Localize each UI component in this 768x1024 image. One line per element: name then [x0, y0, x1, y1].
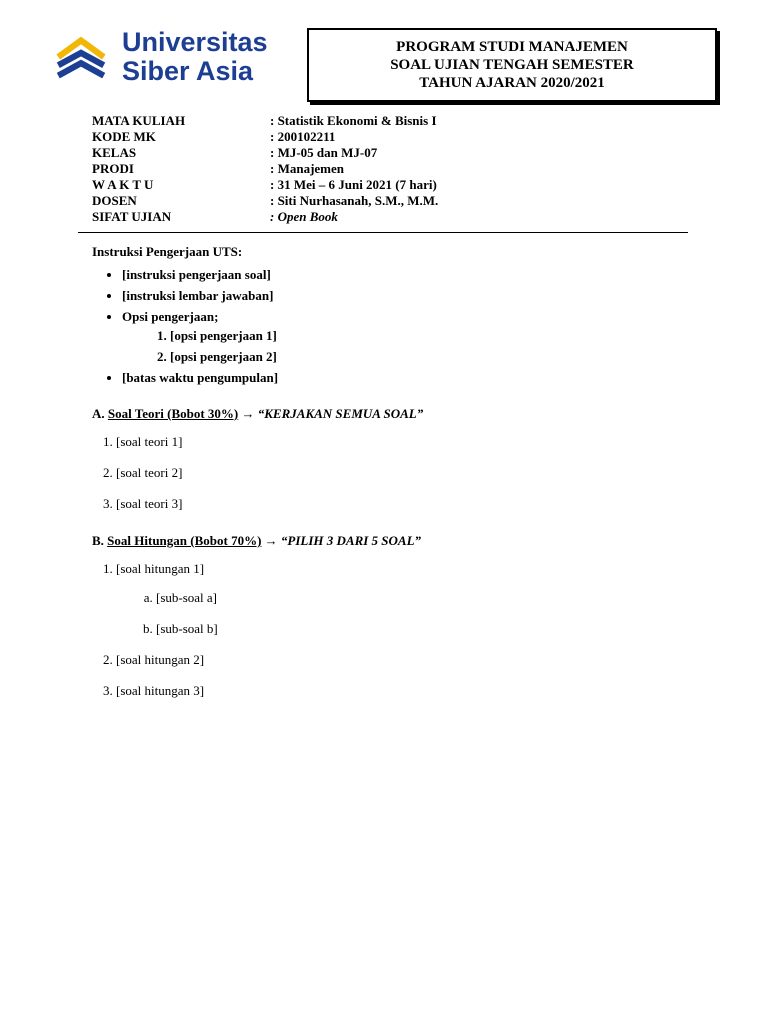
question-text: [soal hitungan 1] — [116, 561, 205, 576]
section-note: → “PILIH 3 DARI 5 SOAL” — [264, 533, 422, 548]
option-item: 2. [opsi pengerjaan 2] — [170, 348, 692, 365]
info-value: : Siti Nurhasanah, S.M., M.M. — [270, 193, 439, 208]
sub-question: a. [sub-soal a] — [156, 588, 692, 607]
exam-content — [92, 244, 692, 712]
info-key: MATA KULIAH — [92, 113, 186, 128]
logo-emblem-icon — [50, 26, 112, 88]
header-line-1: PROGRAM STUDI MANAJEMEN — [396, 39, 628, 55]
instruction-item: • [instruksi lembar jawaban] — [122, 287, 692, 304]
instruction-item — [122, 308, 692, 365]
info-key: PRODI — [92, 161, 134, 176]
question-item: 3. [soal teori 3] — [116, 494, 692, 513]
sub-question: b. [sub-soal b] — [156, 619, 692, 638]
section-label: A. — [92, 406, 105, 421]
header-line-3: TAHUN AJARAN 2020/2021 — [419, 75, 605, 91]
instruction-item: • [instruksi pengerjaan soal] — [122, 266, 692, 283]
logo-line-2: Siber Asia — [122, 56, 254, 86]
option-item: 1. [opsi pengerjaan 1] — [170, 327, 692, 344]
sub-questions — [116, 588, 692, 638]
question-item: 1. [soal teori 1] — [116, 432, 692, 451]
info-key: W A K T U — [92, 177, 154, 192]
logo-line-1: Universitas — [122, 27, 268, 57]
question-item: 2. [soal teori 2] — [116, 463, 692, 482]
question-item: 3. [soal hitungan 3] — [116, 681, 692, 700]
instruction-item: • [batas waktu pengumpulan] — [122, 369, 692, 386]
options-label: Opsi pengerjaan; — [122, 309, 219, 324]
section-b-questions — [92, 559, 692, 700]
section-a-heading — [92, 406, 692, 422]
info-value: : MJ-05 dan MJ-07 — [270, 145, 378, 160]
header-line-2: SOAL UJIAN TENGAH SEMESTER — [390, 57, 634, 73]
exam-header-box — [307, 28, 717, 102]
course-info-table — [92, 113, 438, 225]
question-item — [116, 559, 692, 638]
info-key: DOSEN — [92, 193, 137, 208]
info-key: SIFAT UJIAN — [92, 209, 172, 224]
info-value: : 31 Mei – 6 Juni 2021 (7 hari) — [270, 177, 437, 192]
instructions-title: Instruksi Pengerjaan UTS: — [92, 244, 243, 259]
section-b-heading — [92, 533, 692, 549]
university-logo — [50, 22, 290, 92]
instructions-list — [92, 266, 692, 386]
section-title: Soal Hitungan (Bobot 70%) — [107, 533, 262, 548]
info-value: : 200102211 — [270, 129, 336, 144]
options-list — [122, 327, 692, 365]
question-item: 2. [soal hitungan 2] — [116, 650, 692, 669]
info-value: : Open Book — [270, 209, 338, 224]
section-title: Soal Teori (Bobot 30%) — [107, 406, 239, 421]
section-note: → “KERJAKAN SEMUA SOAL” — [241, 406, 424, 421]
info-key: KELAS — [92, 145, 137, 160]
section-a-questions — [92, 432, 692, 513]
divider — [78, 232, 688, 233]
info-value: : Manajemen — [270, 161, 345, 176]
info-key: KODE MK — [92, 129, 156, 144]
section-label: B. — [92, 533, 104, 548]
info-value: : Statistik Ekonomi & Bisnis I — [270, 113, 437, 128]
